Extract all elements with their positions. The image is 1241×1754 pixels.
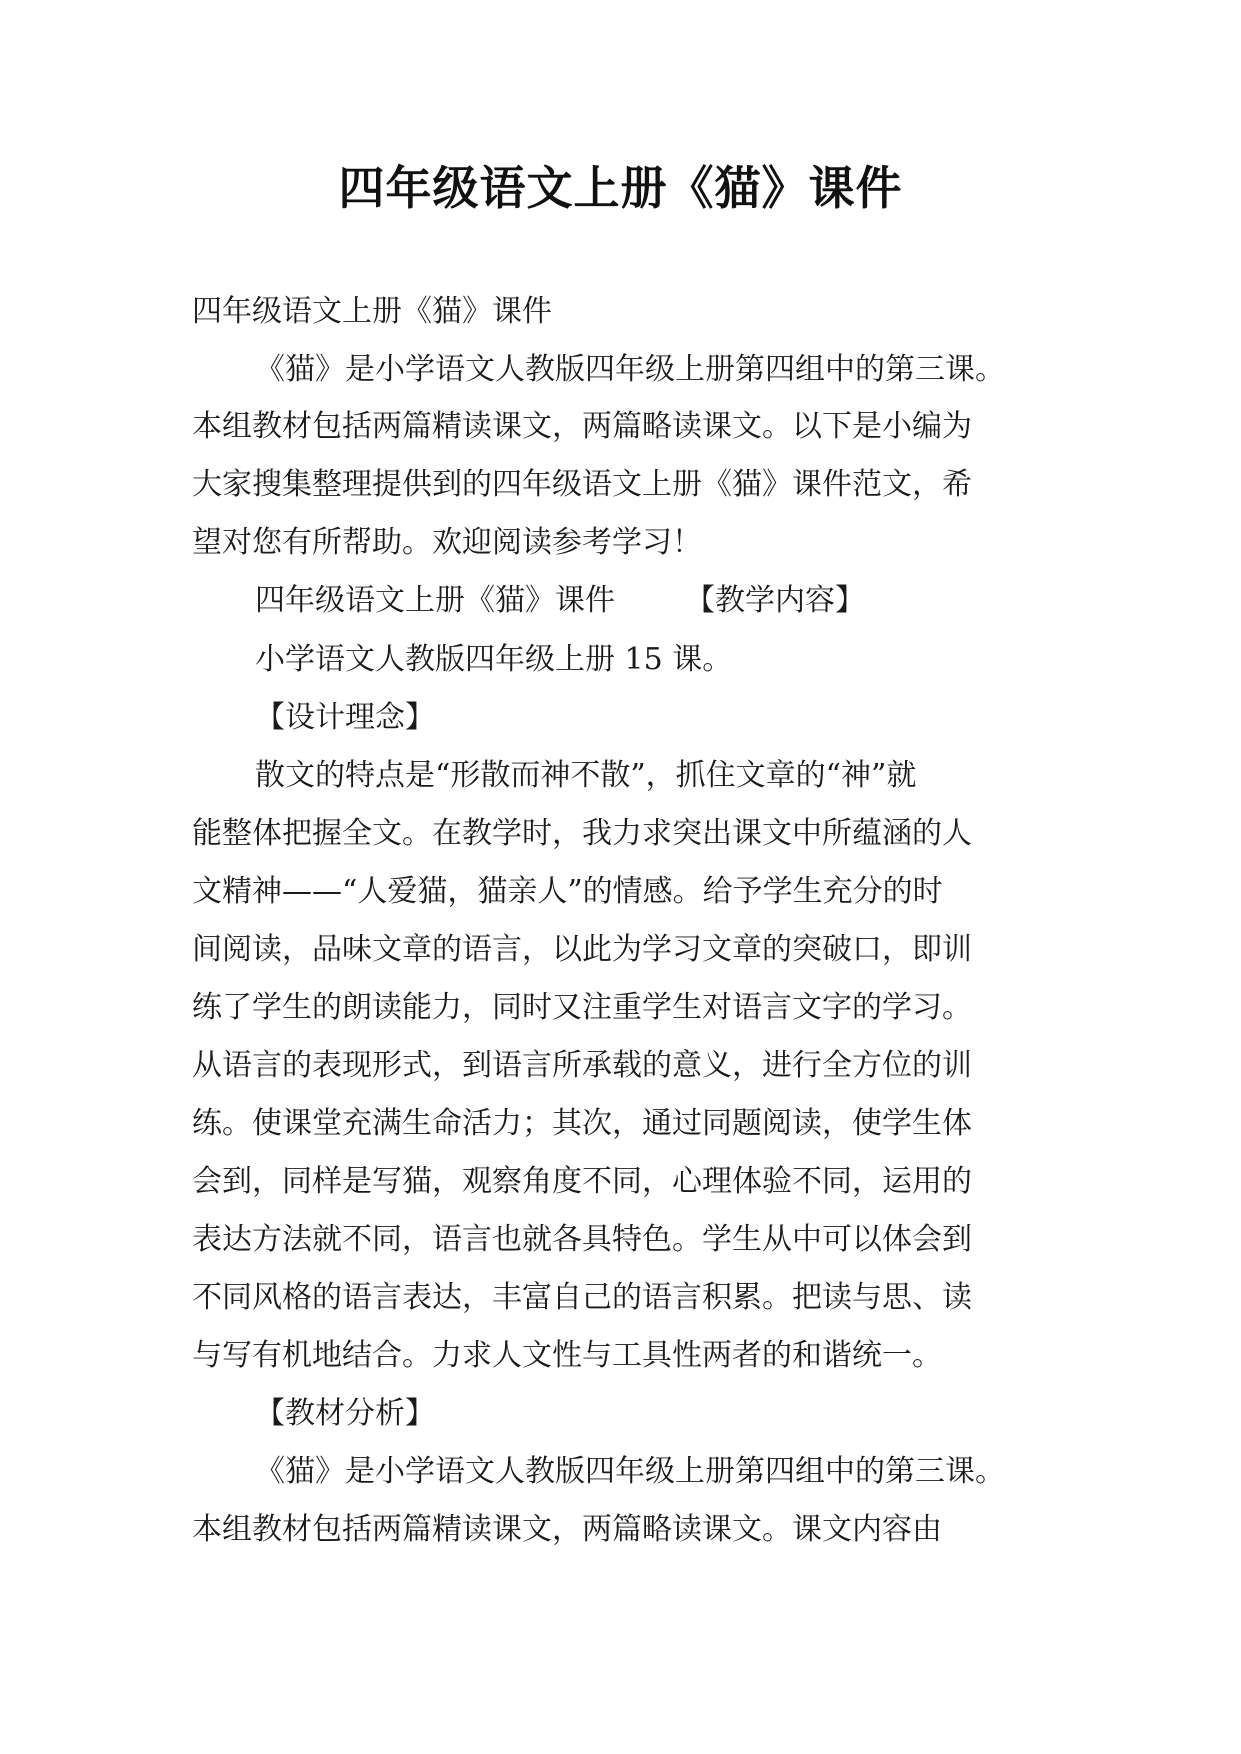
section-heading-teaching-content: 【教学内容】 [685, 583, 865, 618]
paragraph-line: 本组教材包括两篇精读课文，两篇略读课文。以下是小编为 [192, 409, 972, 444]
paragraph-line: 能整体把握全文。在教学时，我力求突出课文中所蕴涵的人 [192, 816, 972, 851]
paragraph-line: 会到，同样是写猫，观察角度不同，心理体验不同，运用的 [192, 1164, 972, 1199]
paragraph-line: 文精神——“人爱猫，猫亲人”的情感。给予学生充分的时 [192, 874, 943, 909]
paragraph-line: 表达方法就不同，语言也就各具特色。学生从中可以体会到 [192, 1222, 972, 1257]
paragraph-line: 不同风格的语言表达，丰富自己的语言积累。把读与思、读 [192, 1280, 972, 1315]
paragraph-line: 练。使课堂充满生命活力；其次，通过同题阅读，使学生体 [192, 1106, 972, 1141]
section-heading-material-analysis: 【教材分析】 [255, 1396, 435, 1431]
paragraph-line: 与写有机地结合。力求人文性与工具性两者的和谐统一。 [192, 1338, 942, 1373]
paragraph-line: 《猫》是小学语文人教版四年级上册第四组中的第三课。 [255, 352, 1005, 387]
paragraph-line: 间阅读，品味文章的语言，以此为学习文章的突破口，即训 [192, 932, 972, 967]
paragraph-line: 练了学生的朗读能力，同时又注重学生对语言文字的学习。 [192, 990, 972, 1025]
paragraph-line: 本组教材包括两篇精读课文，两篇略读课文。课文内容由 [192, 1512, 942, 1547]
paragraph-line [255, 581, 865, 621]
paragraph-line: 从语言的表现形式，到语言所承载的意义，进行全方位的训 [192, 1048, 972, 1083]
paragraph-line: 《猫》是小学语文人教版四年级上册第四组中的第三课。 [255, 1454, 1005, 1489]
paragraph-line: 大家搜集整理提供到的四年级语文上册《猫》课件范文，希 [192, 467, 972, 502]
paragraph-line: 散文的特点是“形散而神不散”，抓住文章的“神”就 [255, 758, 917, 793]
document-title: 四年级语文上册《猫》课件 [338, 161, 903, 215]
paragraph-line: 四年级语文上册《猫》课件 [192, 294, 552, 329]
paragraph-line: 望对您有所帮助。欢迎阅读参考学习！ [192, 525, 702, 560]
paragraph-line: 小学语文人教版四年级上册 15 课。 [255, 642, 733, 677]
lesson-title-repeat: 四年级语文上册《猫》课件 [255, 583, 615, 618]
section-heading-design-concept: 【设计理念】 [255, 700, 435, 735]
